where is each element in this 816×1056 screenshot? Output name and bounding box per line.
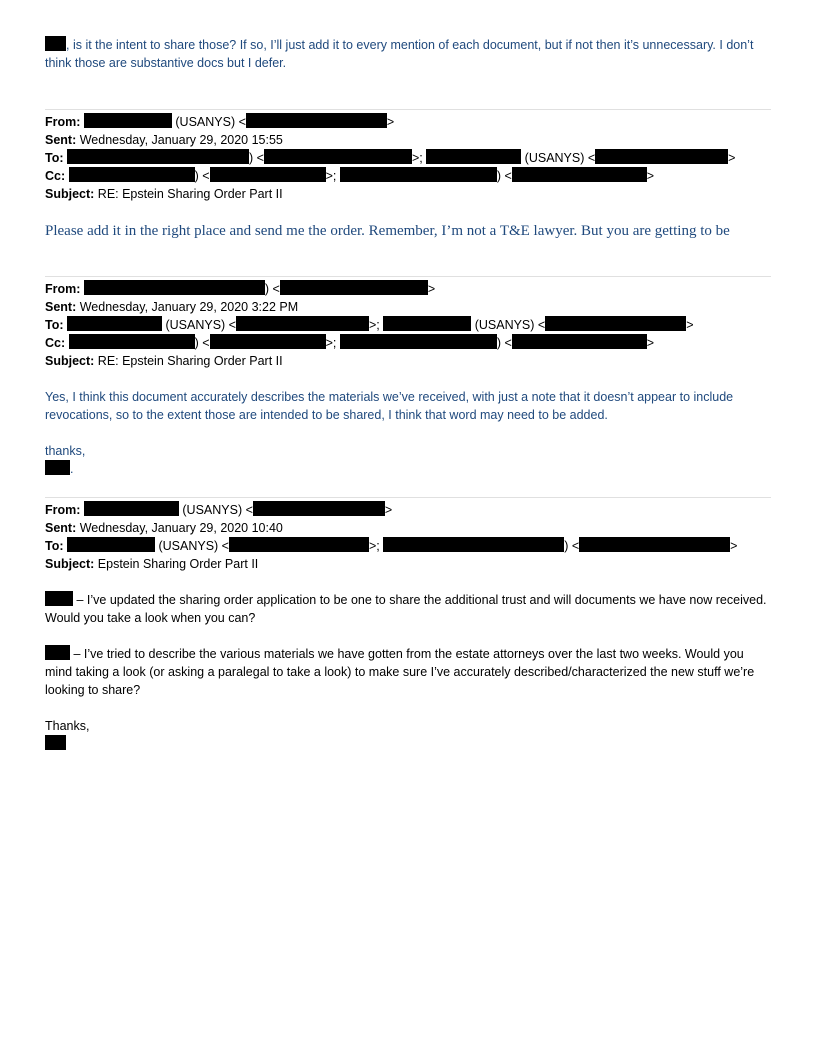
redaction-box xyxy=(210,334,326,349)
redaction-box xyxy=(545,316,686,331)
redaction-box xyxy=(69,167,195,182)
redaction-box xyxy=(383,537,564,552)
email3-signoff: Thanks, xyxy=(45,719,90,733)
email2-body: Yes, I think this document accurately describes the materials we’ve received, with just a note that it doesn’t appear to include revocations, so to the extent those are intended to be shared, I think that word may need to be added. xyxy=(45,390,734,422)
email3-from-line: From: (USANYS) < > xyxy=(45,503,393,517)
redaction-box xyxy=(579,537,730,552)
redaction-box xyxy=(512,334,647,349)
redaction-box xyxy=(280,280,428,295)
email3-paragraph-1: – I’ve updated the sharing order application to be one to share the additional trust and will documents we have now received. Would you take a look when you can? xyxy=(45,593,767,625)
email2-from-line: From: ) < > xyxy=(45,282,436,296)
redaction-box xyxy=(67,316,162,331)
redaction-box xyxy=(45,460,70,475)
email1-cc-line: Cc: ) < >; ) < > xyxy=(45,169,655,183)
redaction-box xyxy=(67,537,155,552)
email3-to-line: To: (USANYS) < >; ) < > xyxy=(45,539,738,553)
email3-signature xyxy=(45,735,66,753)
email1-to-line: To: ) < >; (USANYS) < > xyxy=(45,151,736,165)
redaction-box xyxy=(426,149,521,164)
redaction-box xyxy=(340,167,497,182)
top-reply-text: , is it the intent to share those? If so, I’ll just add it to every mention of each document, but if not then it’s unnecessary. I don’t think those are substantive docs but I defer. xyxy=(45,38,754,70)
redaction-box xyxy=(67,149,249,164)
divider xyxy=(45,276,771,277)
email3-sent-line: Sent: Wednesday, January 29, 2020 10:40 xyxy=(45,521,283,535)
redaction-box xyxy=(45,36,66,51)
email1-body: Please add it in the right place and send me the order. Remember, I’m not a T&E lawyer. But you are getting to be xyxy=(45,223,730,239)
redaction-box xyxy=(45,735,66,750)
redaction-box xyxy=(84,501,179,516)
email3-subject-line: Subject: Epstein Sharing Order Part II xyxy=(45,557,259,571)
email1-subject-line: Subject: RE: Epstein Sharing Order Part II xyxy=(45,187,283,201)
divider xyxy=(45,497,771,498)
redaction-box xyxy=(69,334,195,349)
divider xyxy=(45,109,771,110)
email2-signoff: thanks, xyxy=(45,444,86,458)
redaction-box xyxy=(512,167,647,182)
email2-signature: . xyxy=(45,460,73,478)
redaction-box xyxy=(246,113,387,128)
email1-sent-line: Sent: Wednesday, January 29, 2020 15:55 xyxy=(45,133,283,147)
email2-cc-line: Cc: ) < >; ) < > xyxy=(45,336,655,350)
email3-paragraph-2: – I’ve tried to describe the various materials we have gotten from the estate attorneys over the last two weeks. Would you mind taking a look (or asking a paralegal to take a look) to make sure I’ve accurately described/characterized the new stuff we’re looking to share? xyxy=(45,647,755,697)
redaction-box xyxy=(210,167,326,182)
redaction-box xyxy=(340,334,497,349)
redaction-box xyxy=(45,591,73,606)
redaction-box xyxy=(236,316,369,331)
email1-from-line: From: (USANYS) < > xyxy=(45,115,395,129)
redaction-box xyxy=(84,280,265,295)
redaction-box xyxy=(383,316,471,331)
redaction-box xyxy=(264,149,412,164)
email2-sent-line: Sent: Wednesday, January 29, 2020 3:22 PM xyxy=(45,300,299,314)
email2-to-line: To: (USANYS) < >; (USANYS) < > xyxy=(45,318,694,332)
redaction-box xyxy=(45,645,70,660)
redaction-box xyxy=(595,149,728,164)
redaction-box xyxy=(84,113,172,128)
email2-subject-line: Subject: RE: Epstein Sharing Order Part II xyxy=(45,354,283,368)
redaction-box xyxy=(253,501,385,516)
redaction-box xyxy=(229,537,369,552)
